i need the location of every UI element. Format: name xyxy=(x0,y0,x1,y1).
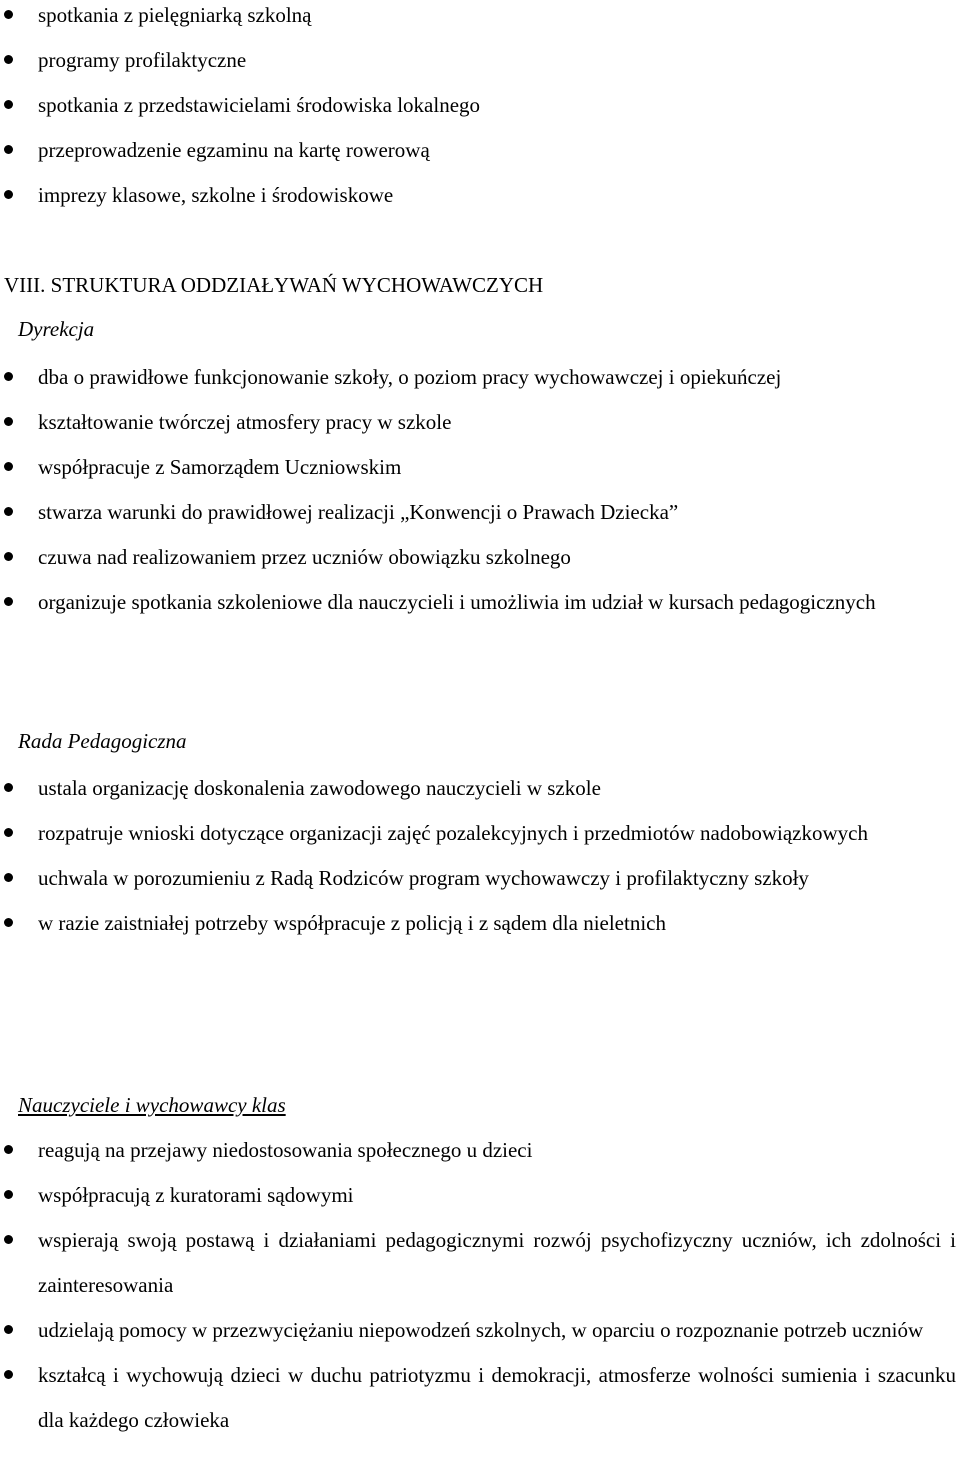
list-item: dba o prawidłowe funkcjonowanie szkoły, o poziom pracy wychowawczej i opiekuńczej xyxy=(0,355,960,400)
list-item: programy profilaktyczne xyxy=(0,38,960,83)
bullet-icon xyxy=(4,145,13,154)
list-item: wspierają swoją postawą i działaniami pedagogicznymi rozwój psychofizyczny uczniów, ich zdolności i zainteresowania xyxy=(0,1218,960,1308)
bullet-icon xyxy=(4,55,13,64)
list-item: czuwa nad realizowaniem przez uczniów obowiązku szkolnego xyxy=(0,535,960,580)
list-item: uchwala w porozumieniu z Radą Rodziców program wychowawczy i profilaktyczny szkoły xyxy=(0,856,960,901)
list-item: kształtowanie twórczej atmosfery pracy w szkole xyxy=(0,400,960,445)
intro-list xyxy=(0,0,960,218)
list-item: ustala organizację doskonalenia zawodowego nauczycieli w szkole xyxy=(0,766,960,811)
bullet-icon xyxy=(4,597,13,606)
bullet-icon xyxy=(4,1325,13,1334)
list-item: współpracuje z Samorządem Uczniowskim xyxy=(0,445,960,490)
bullet-icon xyxy=(4,190,13,199)
list-item: organizuje spotkania szkoleniowe dla nauczycieli i umożliwia im udział w kursach pedagogicznych xyxy=(0,580,960,625)
bullet-icon xyxy=(4,462,13,471)
list-item: rozpatruje wnioski dotyczące organizacji zajęć pozalekcyjnych i przedmiotów nadobowiązkowych xyxy=(0,811,960,856)
list-item: przeprowadzenie egzaminu na kartę rowerową xyxy=(0,128,960,173)
dyrekcja-list xyxy=(0,355,960,625)
bullet-icon xyxy=(4,372,13,381)
bullet-icon xyxy=(4,1235,13,1244)
bullet-icon xyxy=(4,828,13,837)
list-item: w razie zaistniałej potrzeby współpracuje z policją i z sądem dla nieletnich xyxy=(0,901,960,946)
bullet-icon xyxy=(4,100,13,109)
list-item: imprezy klasowe, szkolne i środowiskowe xyxy=(0,173,960,218)
list-item: reagują na przejawy niedostosowania społecznego u dzieci xyxy=(0,1128,960,1173)
rada-heading: Rada Pedagogiczna xyxy=(18,729,187,753)
list-item: spotkania z pielęgniarką szkolną xyxy=(0,0,960,38)
bullet-icon xyxy=(4,873,13,882)
section-title: VIII. STRUKTURA ODDZIAŁYWAŃ WYCHOWAWCZYCH xyxy=(4,273,544,297)
list-item: udzielają pomocy w przezwyciężaniu niepowodzeń szkolnych, w oparciu o rozpoznanie potrzeb uczniów xyxy=(0,1308,960,1353)
bullet-icon xyxy=(4,783,13,792)
nauczyciele-list xyxy=(0,1128,960,1443)
bullet-icon xyxy=(4,1145,13,1154)
bullet-icon xyxy=(4,507,13,516)
bullet-icon xyxy=(4,417,13,426)
rada-list xyxy=(0,766,960,946)
bullet-icon xyxy=(4,552,13,561)
list-item: kształcą i wychowują dzieci w duchu patriotyzmu i demokracji, atmosferze wolności sumienia i szacunku dla każdego człowieka xyxy=(0,1353,960,1443)
bullet-icon xyxy=(4,918,13,927)
list-item: współpracują z kuratorami sądowymi xyxy=(0,1173,960,1218)
dyrekcja-heading: Dyrekcja xyxy=(18,317,95,341)
bullet-icon xyxy=(4,10,13,19)
bullet-icon xyxy=(4,1370,13,1379)
nauczyciele-heading: Nauczyciele i wychowawcy klas xyxy=(18,1093,286,1117)
list-item: spotkania z przedstawicielami środowiska lokalnego xyxy=(0,83,960,128)
bullet-icon xyxy=(4,1190,13,1199)
list-item: stwarza warunki do prawidłowej realizacji „Konwencji o Prawach Dziecka” xyxy=(0,490,960,535)
